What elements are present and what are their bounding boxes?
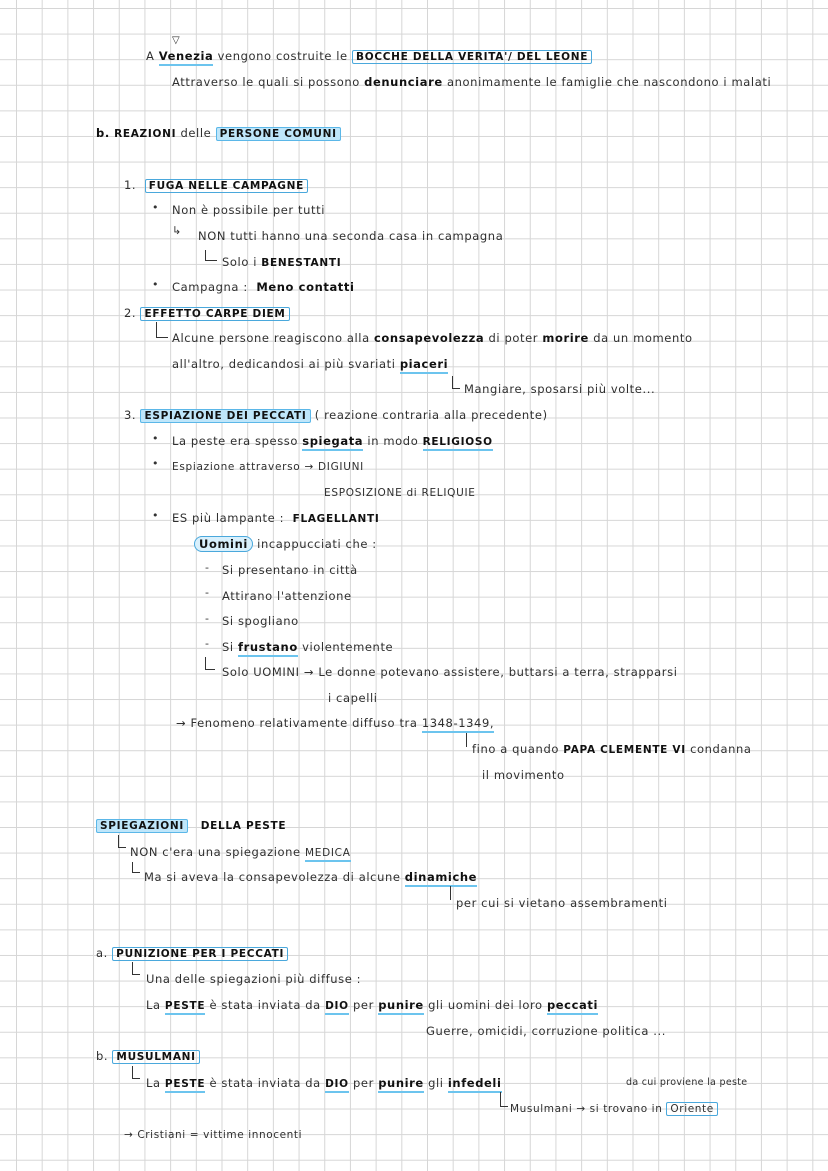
dash-icon: -: [205, 586, 209, 599]
punizione-l1: Una delle spiegazioni più diffuse :: [146, 972, 362, 986]
branch-line: [205, 250, 206, 260]
fuga-l1: Non è possibile per tutti: [172, 203, 326, 217]
branch-line: [466, 733, 467, 747]
musulmani-heading: b. MUSULMANI: [96, 1049, 200, 1064]
dash-icon: -: [205, 561, 209, 574]
punizione-l2: La PESTE è stata inviata da DIO per punire gli uomini dei loro peccati: [146, 998, 598, 1013]
spiegazioni-heading: SPIEGAZIONI DELLA PESTE: [96, 818, 286, 833]
espiazione-l2: Espiazione attraverso → DIGIUNI: [172, 461, 364, 473]
branch-line: [205, 657, 206, 669]
branch-line: [132, 1078, 140, 1079]
branch-line: [205, 669, 215, 670]
espiazione-l4: ES più lampante : FLAGELLANTI: [172, 511, 380, 525]
flagellanti-d1: Si presentano in città: [222, 563, 358, 577]
item-carpe-diem-heading: 2. EFFETTO CARPE DIEM: [124, 306, 290, 321]
branch-line: [132, 1066, 133, 1078]
branch-line: [452, 388, 460, 389]
denuncia-line: Attraverso le quali si possono denunciare anonimamente le famiglie che nascondono i malati: [172, 75, 772, 89]
arrow-right-icon: ↳: [172, 224, 182, 237]
branch-line: [500, 1092, 501, 1106]
movimento-line: il movimento: [482, 768, 565, 782]
flagellanti-d3: Si spogliano: [222, 614, 299, 628]
bullet-icon: •: [152, 278, 159, 291]
branch-line: [450, 886, 451, 900]
cristiani-line: → Cristiani = vittime innocenti: [124, 1129, 303, 1141]
spiegazioni-l3: per cui si vietano assembramenti: [456, 896, 668, 910]
branch-line: [156, 322, 157, 337]
dash-icon: -: [205, 637, 209, 650]
bullet-icon: •: [152, 201, 159, 214]
fuga-l4: Campagna : Meno contatti: [172, 280, 355, 294]
uomini-circled: Uomini: [194, 536, 253, 552]
punizione-heading: a. PUNIZIONE PER I PECCATI: [96, 946, 288, 961]
branch-line: [132, 974, 140, 975]
fuga-l3: Solo i BENESTANTI: [222, 255, 342, 269]
espiazione-l3: ESPOSIZIONE di RELIQUIE: [324, 487, 476, 499]
persone-comuni-highlight: PERSONE COMUNI: [216, 127, 341, 141]
musulmani-l1: La PESTE è stata inviata da DIO per punire gli infedeli: [146, 1076, 502, 1091]
branch-line: [132, 962, 133, 974]
item-fuga-heading: 1. FUGA NELLE CAMPAGNE: [124, 178, 308, 193]
carpe-l3: Mangiare, sposarsi più volte...: [464, 382, 656, 396]
flagellanti-d4: Si frustano violentemente: [222, 640, 393, 654]
capelli-line: i capelli: [328, 691, 378, 705]
musulmani-l2: Musulmani → si trovano in Oriente: [510, 1102, 718, 1116]
section-reazioni-heading: b. REAZIONI delle PERSONE COMUNI: [96, 126, 341, 141]
fenomeno-line: → Fenomeno relativamente diffuso tra 1348-1349,: [176, 716, 494, 730]
solo-uomini-line: Solo UOMINI → Le donne potevano assistere, buttarsi a terra, strapparsi: [222, 665, 678, 679]
branch-line: [118, 835, 119, 847]
item-espiazione-heading: 3. ESPIAZIONE DEI PECCATI ( reazione contraria alla precedente): [124, 408, 548, 422]
branch-line: [132, 862, 133, 872]
spiegazioni-l2: Ma si aveva la consapevolezza di alcune dinamiche: [144, 870, 477, 884]
branch-line: [132, 872, 140, 873]
carpe-l1: Alcune persone reagiscono alla consapevolezza di poter morire da un momento: [172, 331, 693, 345]
bullet-icon: •: [152, 509, 159, 522]
fino-line: fino a quando PAPA CLEMENTE VI condanna: [472, 742, 752, 756]
flagellanti-d2: Attirano l'attenzione: [222, 589, 352, 603]
bullet-icon: •: [152, 457, 159, 470]
branch-line: [500, 1106, 508, 1107]
intro-line: A Venezia vengono costruite le BOCCHE DELLA VERITA'/ DEL LEONE: [146, 49, 592, 64]
punizione-l3: Guerre, omicidi, corruzione politica ...: [426, 1024, 667, 1038]
branch-line: [205, 260, 217, 261]
musulmani-note: da cui proviene la peste: [626, 1077, 748, 1088]
uomini-line: Uomini incappucciati che :: [194, 537, 377, 551]
branch-line: [452, 376, 453, 388]
bocche-verita-box: BOCCHE DELLA VERITA'/ DEL LEONE: [352, 50, 592, 64]
fuga-l2: NON tutti hanno una seconda casa in campagna: [198, 229, 504, 243]
venezia: Venezia: [159, 49, 214, 66]
carpe-l2: all'altro, dedicandosi ai più svariati piaceri: [172, 357, 448, 371]
branch-line: [156, 337, 168, 338]
spiegazioni-l1: NON c'era una spiegazione MEDICA: [130, 845, 351, 860]
bullet-icon: •: [152, 432, 159, 445]
arrow-down-icon: ▽: [172, 35, 181, 46]
branch-line: [118, 847, 126, 848]
dash-icon: -: [205, 612, 209, 625]
espiazione-l1: La peste era spesso spiegata in modo RELIGIOSO: [172, 434, 493, 449]
